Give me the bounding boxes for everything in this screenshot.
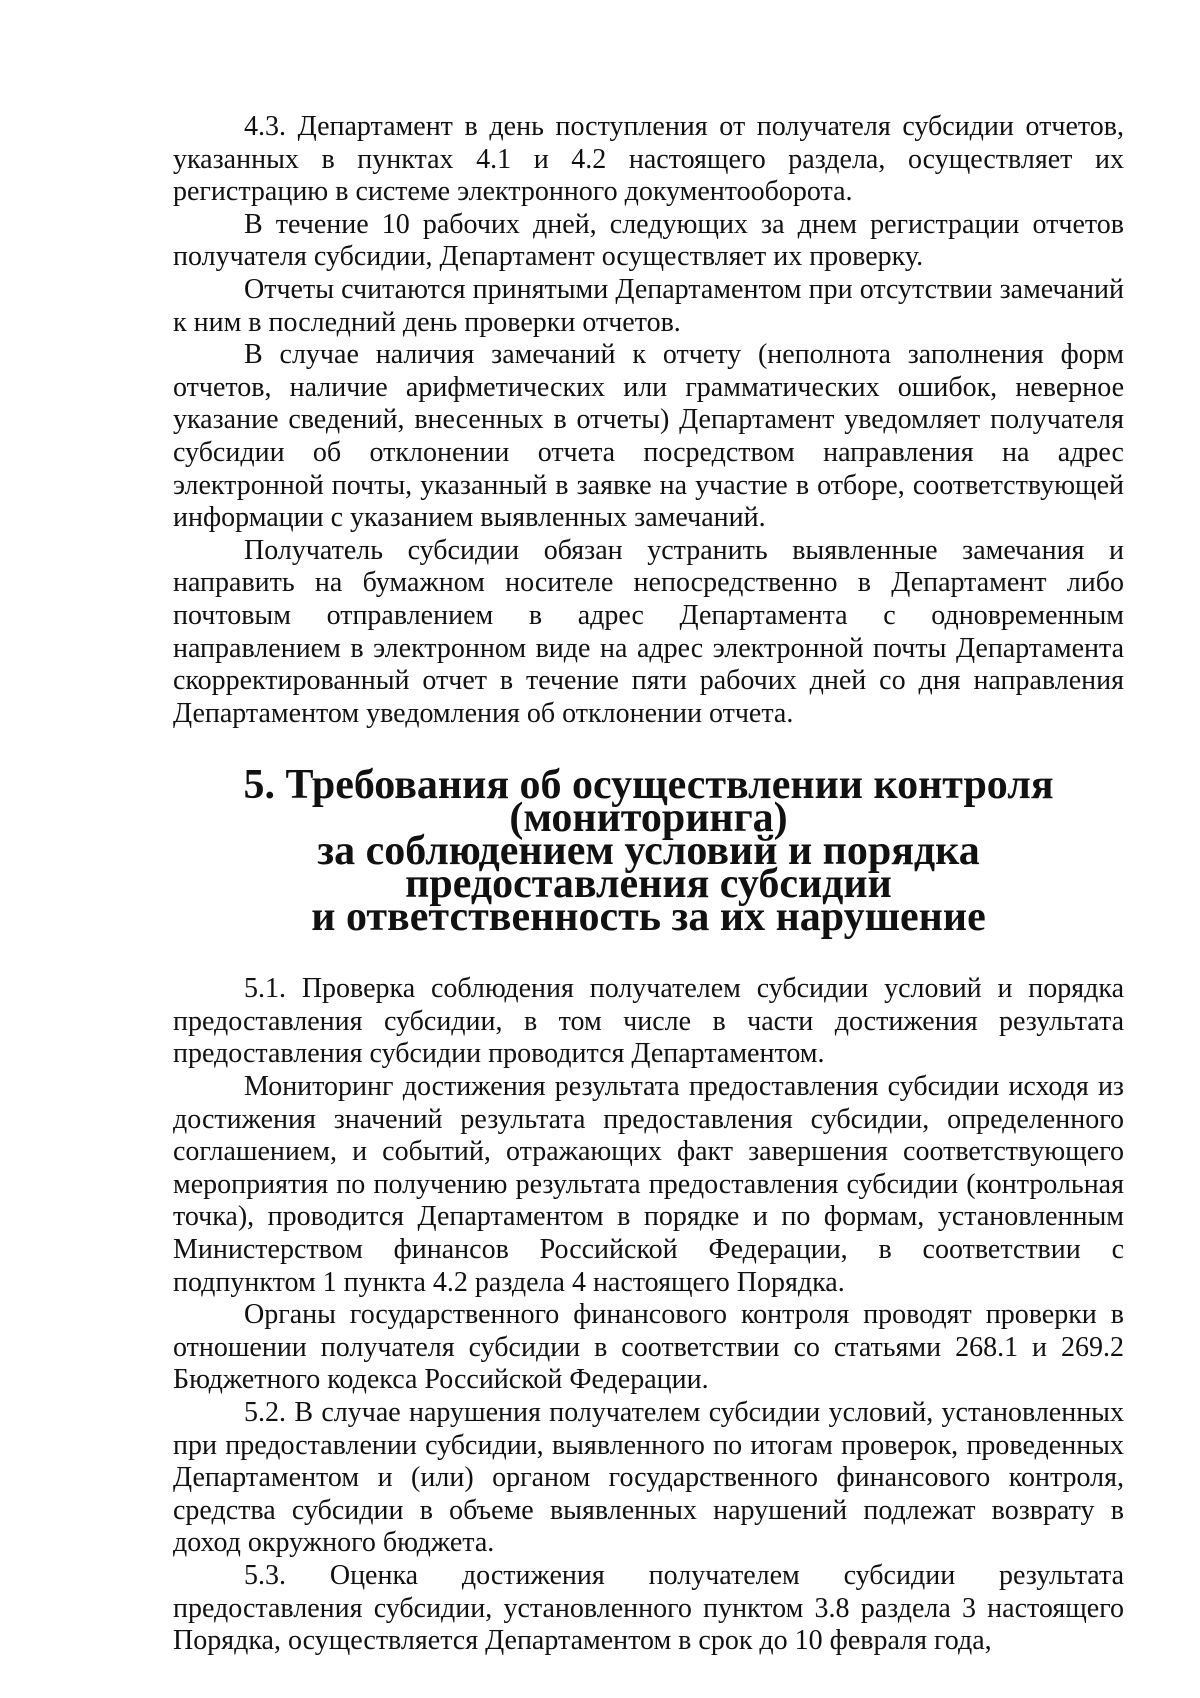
paragraph-remarks: В случае наличия замечаний к отчету (неполнота заполнения форм отчетов, наличие арифметических или грамматических ошибок, неверное указание сведений, внесенных в отчеты) Департамент уведомляет получателя субсидии об отклонении отчета посредством направления на адрес электронной почты, указанный в заявке на участие в отборе, соответствующей информации с указанием выявленных замечаний. (173, 339, 1124, 534)
paragraph-4-3: 4.3. Департамент в день поступления от получателя субсидии отчетов, указанных в пунктах 4.1 и 4.2 настоящего раздела, осуществляет их регистрацию в системе электронного документооборота. (173, 111, 1124, 208)
paragraph-recipient-obliged: Получатель субсидии обязан устранить выявленные замечания и направить на бумажном носителе непосредственно в Департамент либо почтовым отправлением в адрес Департамента с одновременным направлением в электронном виде на адрес электронной почты Департамента скорректированный отчет в течение пяти рабочих дней со дня направления Департаментом уведомления об отклонении отчета. (173, 534, 1124, 729)
paragraph-financial-control: Органы государственного финансового контроля проводят проверки в отношении получателя субсидии в соответствии со статьями 268.1 и 269.2 Бюджетного кодекса Российской Федерации. (173, 1299, 1124, 1396)
section-5-heading (173, 762, 1124, 941)
paragraph-review-period: В течение 10 рабочих дней, следующих за днем регистрации отчетов получателя субсидии, Департамент осуществляет их проверку. (173, 208, 1124, 273)
paragraph-5-3: 5.3. Оценка достижения получателем субсидии результата предоставления субсидии, установленного пунктом 3.8 раздела 3 настоящего Порядка, осуществляется Департаментом в срок до 10 февраля года, (173, 1559, 1124, 1657)
paragraph-5-1: 5.1. Проверка соблюдения получателем субсидии условий и порядка предоставления субсидии, в том числе в части достижения результата предоставления субсидии проводится Департаментом. (173, 973, 1124, 1070)
section-heading-line-1: 5. Требования об осуществлении контроля (мониторинга) (243, 762, 1054, 842)
paragraph-5-2: 5.2. В случае нарушения получателем субсидии условий, установленных при предоставлении субсидии, выявленного по итогам проверок, проведенных Департаментом и (или) органом государственного финансового контроля, средства субсидии в объеме выявленных нарушений подлежат возврату в доход окружного бюджета. (173, 1397, 1124, 1559)
paragraph-reports-accepted: Отчеты считаются принятыми Департаментом при отсутствии замечаний к ним в последний день проверки отчетов. (173, 273, 1124, 338)
section-heading-line-3: и ответственность за их нарушение (311, 894, 986, 941)
paragraph-monitoring: Мониторинг достижения результата предоставления субсидии исходя из достижения значений результата предоставления субсидии, определенного соглашением, и событий, отражающих факт завершения соответствующего мероприятия по получению результата предоставления субсидии (контрольная точка), проводится Департаментом в порядке и по формам, установленным Министерством финансов Российской Федерации, в соответствии с подпунктом 1 пункта 4.2 раздела 4 настоящего Порядка. (173, 1071, 1124, 1298)
document-page (173, 111, 1124, 1658)
section-heading-line-2: за соблюдением условий и порядка предоставления субсидии (317, 828, 980, 908)
